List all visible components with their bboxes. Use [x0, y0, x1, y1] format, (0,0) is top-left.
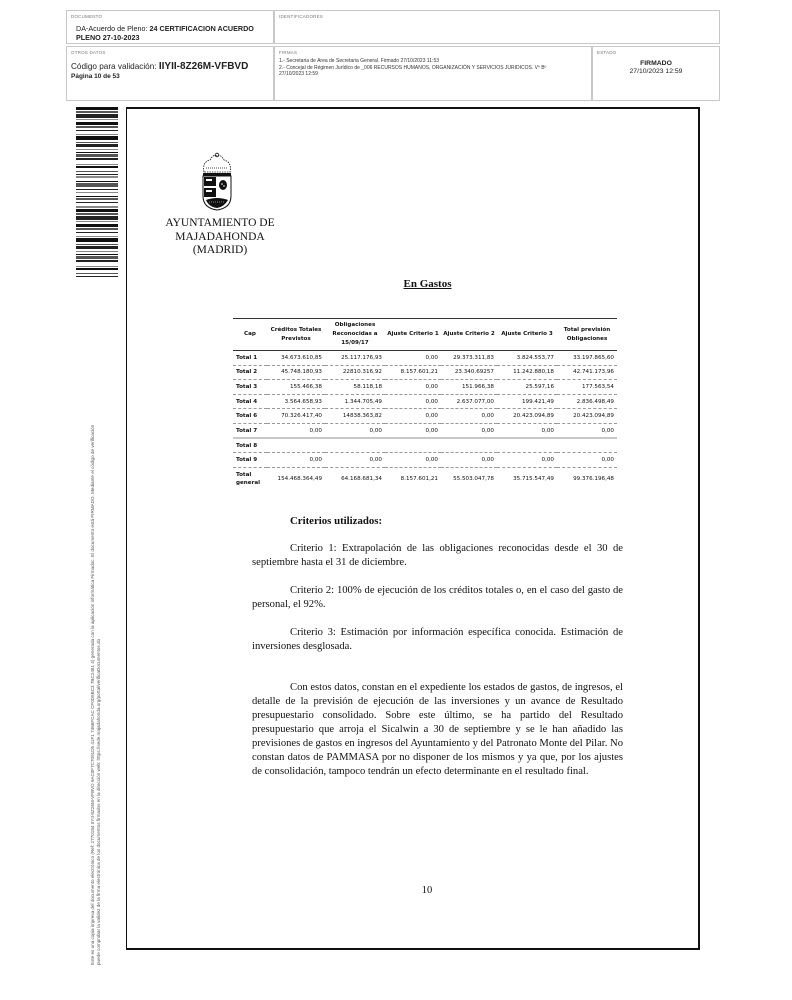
validation-code — [71, 61, 248, 72]
column-header: Total previsión Obligaciones — [557, 319, 617, 351]
criterion-paragraph: Criterio 2: 100% de ejecución de los créditos totales o, en el caso del gasto de personal, el 92%. — [252, 585, 623, 610]
row-label: Total 8 — [233, 438, 267, 453]
table-cell: 23.340.69257 — [441, 365, 497, 380]
table-cell: 3.564.658,93 — [267, 394, 325, 409]
verification-note — [90, 425, 102, 965]
section-title: En Gastos — [403, 278, 452, 290]
table-cell: 22810.316,92 — [325, 365, 385, 380]
table-cell: 155.466,38 — [267, 380, 325, 395]
table-cell: 0,00 — [385, 394, 441, 409]
table-row — [233, 409, 617, 424]
estado-label: ESTADO — [597, 50, 617, 55]
table-cell: 0,00 — [557, 423, 617, 438]
otros-datos-box — [66, 46, 274, 101]
verification-note-line2: puede comprobar la validez de la firma electrónica de los documentos firmados en la dirección web: https://sede.majadahonda.org/portal/verificaDocumentos.do — [96, 638, 101, 965]
table-row — [233, 380, 617, 395]
row-label: Total 3 — [233, 380, 267, 395]
otros-datos-label: OTROS DATOS — [71, 50, 106, 55]
document-title-bold: 24 CERTIFICACION ACUERDO PLENO 27-10-2023 — [76, 24, 254, 42]
table-cell: 45.748.180,93 — [267, 365, 325, 380]
table-cell: 0,00 — [385, 380, 441, 395]
conclusion-paragraph: Con estos datos, constan en el expediente los estados de gastos, de ingresos, el detalle de la previsión de ejecución de las inversiones y un avance de Resultado presupuestario consolidado. Sobre este último, se ha partido del Resultado presupuestario que arroja el Sicalwin a 30 de septiembre y se le han añadido las previsiones de gastos en ingresos del Ayuntamiento y del Patronato Monte del Pilar. No constan datos de PAMMASA por no disponer de los mismos y ya que, por los ajustes de consolidación, tampoco tendrán un efecto determinante en el resultado final. — [252, 682, 623, 777]
firmas-box — [274, 46, 592, 101]
table-cell: 0,00 — [385, 351, 441, 366]
table-cell: 0,00 — [441, 409, 497, 424]
row-label: Total general — [236, 471, 261, 486]
table-header-row — [233, 319, 617, 351]
column-header: Obligaciones Reconocidas a 15/09/17 — [325, 319, 385, 351]
table-row — [233, 438, 617, 453]
table-cell: 199.421,49 — [497, 394, 557, 409]
firma-line: 1.- Secretaria de Area de Secretaria General. Firmado 27/10/2023 11:53 — [279, 58, 440, 64]
table-cell: 154.468.364,49 — [277, 475, 322, 482]
table-row — [233, 453, 617, 468]
table-cell: 20.423.094,89 — [497, 409, 557, 424]
table-cell — [267, 438, 325, 453]
validation-code-value[interactable]: IIYII-8Z26M-VFBVD — [158, 61, 249, 72]
table-row — [233, 423, 617, 438]
table-cell: 25.117.176,93 — [325, 351, 385, 366]
table-cell: 0,00 — [385, 423, 441, 438]
institution-line3: (MADRID) — [192, 244, 248, 256]
page-info: Página 10 de 53 — [71, 73, 120, 80]
table-cell: 2.836.498,49 — [557, 394, 617, 409]
coat-of-arms-icon — [196, 152, 238, 216]
row-label: Total 9 — [233, 453, 267, 468]
table-cell: 25.597,16 — [497, 380, 557, 395]
table-cell: 0,00 — [497, 423, 557, 438]
table-cell: 177.563,54 — [557, 380, 617, 395]
table-cell: 14838.363,82 — [325, 409, 385, 424]
estado-box — [592, 46, 720, 101]
table-cell: 58.118,18 — [325, 380, 385, 395]
table-cell: 0,00 — [557, 453, 617, 468]
table-cell: 151.966,38 — [441, 380, 497, 395]
table-cell: 0,00 — [267, 453, 325, 468]
status-date: 27/10/2023 12:59 — [629, 68, 683, 75]
table-cell: 34.673.610,85 — [267, 351, 325, 366]
table-cell: 0,00 — [325, 453, 385, 468]
validation-code-label: Código para validación: — [71, 62, 159, 71]
table-cell: 0,00 — [267, 423, 325, 438]
table-cell: 0,00 — [497, 453, 557, 468]
table-cell: 0,00 — [441, 423, 497, 438]
table-cell: 99.376.196,48 — [573, 475, 614, 482]
table-cell: 3.824.553,77 — [497, 351, 557, 366]
column-header: Ajuste Criterio 2 — [441, 319, 497, 351]
identificadores-box — [274, 10, 720, 44]
row-label: Total 1 — [233, 351, 267, 366]
table-cell: 2.637.077,00 — [441, 394, 497, 409]
table-cell: 20.423.094,89 — [557, 409, 617, 424]
institution-line2: MAJADAHONDA — [175, 230, 265, 243]
column-header: Ajuste Criterio 1 — [385, 319, 441, 351]
table-cell — [497, 438, 557, 453]
document-title-prefix: DA-Acuerdo de Pleno: — [76, 24, 150, 33]
table-cell: 33.197.865,60 — [557, 351, 617, 366]
status-badge: FIRMADO — [640, 60, 672, 67]
column-header: Ajuste Criterio 3 — [497, 319, 557, 351]
row-label: Total 2 — [233, 365, 267, 380]
table-cell — [441, 438, 497, 453]
documento-label: DOCUMENTO — [71, 14, 103, 19]
page-number: 10 — [421, 885, 433, 896]
table-cell: 70.326.417,40 — [267, 409, 325, 424]
institution-name — [160, 217, 280, 258]
table-cell — [325, 438, 385, 453]
criteria-title: Criterios utilizados: — [290, 515, 383, 527]
row-label: Total 7 — [233, 423, 267, 438]
firmas-list — [279, 58, 546, 78]
verification-note-line1: Este es una copia impresa del documento electrónico (Ref: 2770184 IIYII-8Z26M-VFBVD 9AC0F7C7091D5 41F1 7466FCAC CF0D5BC3 7BC2481 4) generada con la aplicación informática Firmadoc. El documento está FIRMADO. Mediante el código de verificación — [90, 424, 95, 965]
identificadores-label: IDENTIFICADORES — [279, 14, 324, 19]
table-cell: 29.373.311,83 — [441, 351, 497, 366]
column-header: Créditos Totales Previstos — [267, 319, 325, 351]
table-cell: 8.157.601,21 — [400, 475, 438, 482]
table-cell: 35.715.547,49 — [513, 475, 554, 482]
table-row — [233, 351, 617, 366]
documento-box — [66, 10, 274, 44]
firmas-label: FIRMAS — [279, 50, 298, 55]
gastos-table — [233, 318, 617, 489]
table-cell: 0,00 — [325, 423, 385, 438]
firma-line: 2.- Concejal de Régimen Jurídico de _006 RECURSOS HUMANOS, ORGANIZACIÓN Y SERVICIOS JURIDICOS. Vº Bº — [279, 64, 547, 71]
criterion-paragraph: Criterio 1: Extrapolación de las obligaciones reconocidas desde el 30 de septiembre hasta el 31 de diciembre. — [252, 543, 623, 568]
table-cell — [385, 438, 441, 453]
barcode-icon — [76, 107, 118, 277]
table-cell: 42.741.173,96 — [557, 365, 617, 380]
table-row — [233, 467, 617, 489]
row-label: Total 4 — [233, 394, 267, 409]
table-cell: 0,00 — [441, 453, 497, 468]
table-cell: 1.344.705,49 — [325, 394, 385, 409]
table-cell: 55.503.047,78 — [453, 475, 494, 482]
criterion-paragraph: Criterio 3: Estimación por información específica conocida. Estimación de inversiones desglosada. — [252, 627, 623, 652]
firma-line: 27/10/2023 12:59 — [279, 71, 318, 77]
institution-line1: AYUNTAMIENTO DE — [165, 217, 275, 229]
row-label: Total 6 — [233, 409, 267, 424]
document-title — [76, 24, 266, 42]
table-cell: 0,00 — [385, 453, 441, 468]
column-header: Cap — [233, 319, 267, 351]
table-row — [233, 365, 617, 380]
table-cell: 0,00 — [385, 409, 441, 424]
table-cell: 11.242.880,18 — [497, 365, 557, 380]
table-cell — [557, 438, 617, 453]
table-row — [233, 394, 617, 409]
table-cell: 8.157.601,21 — [385, 365, 441, 380]
table-cell: 64.168.681,34 — [341, 475, 382, 482]
